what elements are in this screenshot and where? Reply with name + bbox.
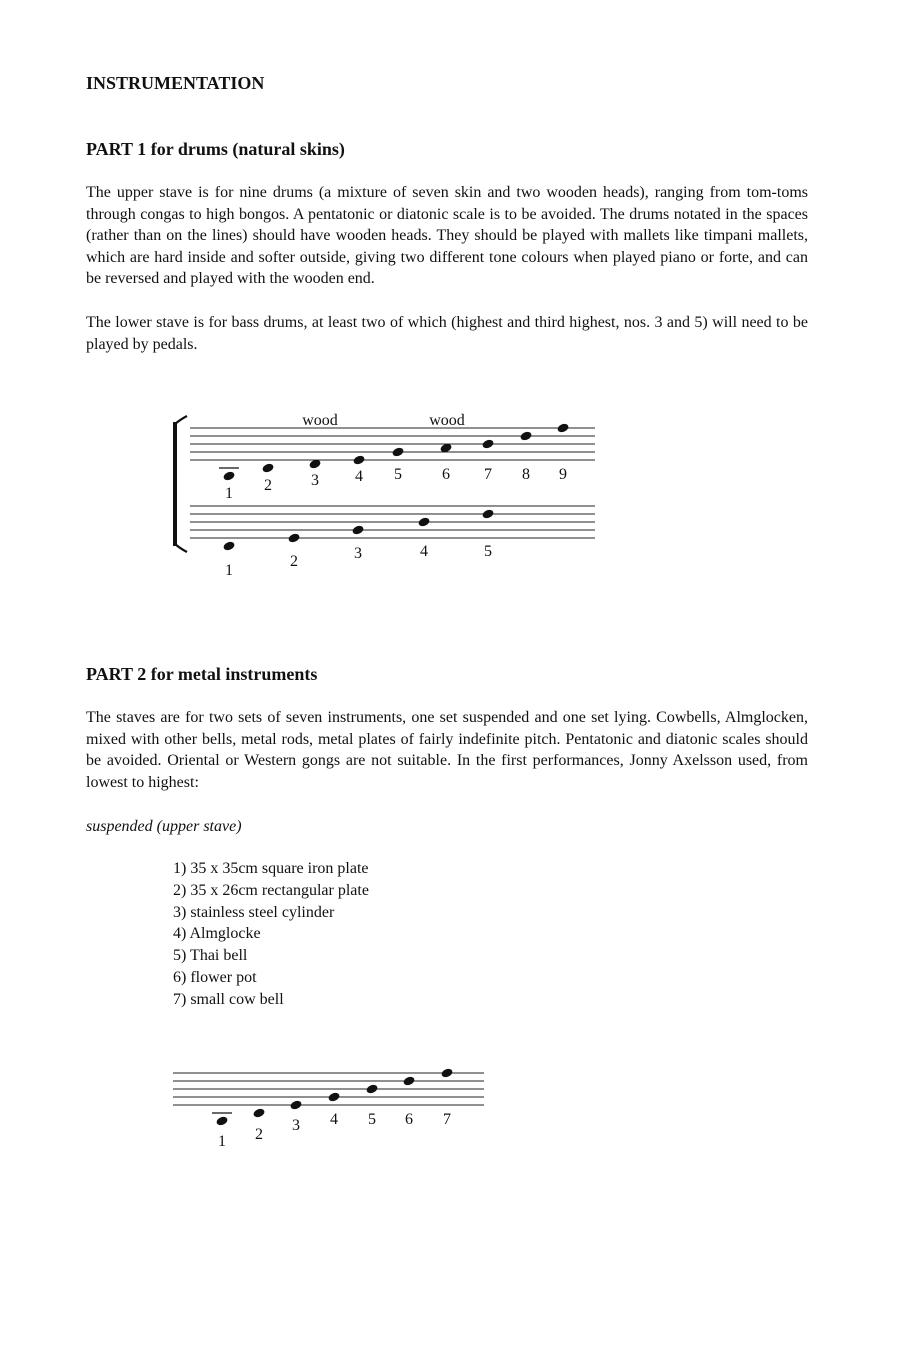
lower-stave-lines	[190, 506, 595, 538]
drum-number: 3	[311, 472, 319, 489]
notehead	[289, 1099, 302, 1110]
drum-number: 8	[522, 466, 530, 483]
notehead	[365, 1083, 378, 1094]
metal-number: 6	[405, 1111, 413, 1128]
bass-drum-number: 2	[290, 553, 298, 570]
notehead	[519, 430, 532, 441]
page-title: INSTRUMENTATION	[86, 73, 265, 93]
list-item: 5) Thai bell	[173, 947, 248, 965]
notehead	[402, 1075, 415, 1086]
notehead	[440, 1067, 453, 1078]
drum-number: 4	[355, 468, 363, 485]
list-item: 7) small cow bell	[173, 990, 284, 1008]
metal-stave-lines	[173, 1073, 484, 1105]
notehead	[391, 446, 404, 457]
system-bracket	[173, 416, 187, 552]
part1-paragraph-upper-stave: The upper stave is for nine drums (a mixture of seven skin and two wooden heads), ranging from tom-toms through congas to high bongos. A pentatonic or diatonic scale is to be avoided. The drums notated in the spaces (rather than on the lines) should have wooden heads. They should be played with mallets like timpani mallets, which are hard inside and softer outside, giving two different tone colours when played piano or forte, and can be reversed and played with the wooden end.	[86, 184, 808, 287]
metal-number: 3	[292, 1117, 300, 1134]
notehead	[215, 1115, 228, 1126]
notehead	[287, 532, 300, 543]
drum-number: 1	[225, 485, 233, 502]
metal-stave-numbers	[218, 1111, 451, 1150]
drum-number: 6	[442, 466, 450, 483]
metal-number: 4	[330, 1111, 338, 1128]
list-item: 1) 35 x 35cm square iron plate	[173, 860, 369, 877]
drum-number: 9	[559, 466, 567, 483]
part1-heading: PART 1 for drums (natural skins)	[86, 139, 345, 159]
notehead	[352, 454, 365, 465]
part2-paragraph: The staves are for two sets of seven instruments, one set suspended and one set lying. Cowbells, Almglocken, mixed with other bells, metal rods, metal plates of fairly indefinite pitch. Pentatonic and diatonic scales should be avoided. Oriental or Western gongs are not suitable. In the first performances, Jonny Axelsson used, from lowest to highest:	[86, 709, 808, 791]
list-item: 6) flower pot	[173, 968, 257, 986]
list-item: 4) Almglocke	[173, 925, 261, 943]
part1-paragraph-lower-stave: The lower stave is for bass drums, at least two of which (highest and third highest, nos. 3 and 5) will need to be played by pedals.	[86, 314, 808, 353]
lower-stave-numbers	[225, 543, 492, 579]
notehead	[417, 516, 430, 527]
part2-heading: PART 2 for metal instruments	[86, 664, 318, 684]
part2-metal-notation	[0, 1060, 900, 1160]
upper-stave-lines	[190, 428, 595, 460]
bass-drum-number: 1	[225, 562, 233, 579]
wood-label: wood	[429, 412, 465, 429]
instrument-list	[173, 858, 369, 1011]
notehead	[481, 438, 494, 449]
notehead	[261, 462, 274, 473]
metal-number: 2	[255, 1126, 263, 1143]
bass-drum-number: 3	[354, 545, 362, 562]
bass-drum-number: 4	[420, 543, 428, 560]
wood-label: wood	[302, 412, 338, 429]
notehead	[481, 508, 494, 519]
notehead	[252, 1107, 265, 1118]
bass-drum-number: 5	[484, 543, 492, 560]
part1-drum-notation	[0, 400, 900, 590]
list-item: 3) stainless steel cylinder	[173, 903, 335, 921]
notehead	[556, 422, 569, 433]
metal-number: 5	[368, 1111, 376, 1128]
notehead	[327, 1091, 340, 1102]
drum-number: 7	[484, 466, 492, 483]
upper-stave-numbers	[225, 466, 567, 502]
notehead	[222, 540, 235, 551]
drum-number: 5	[394, 466, 402, 483]
list-item: 2) 35 x 26cm rectangular plate	[173, 881, 369, 899]
notehead	[222, 470, 235, 481]
notehead	[351, 524, 364, 535]
metal-number: 7	[443, 1111, 451, 1128]
suspended-caption: suspended (upper stave)	[86, 818, 242, 835]
metal-number: 1	[218, 1133, 226, 1150]
drum-number: 2	[264, 477, 272, 494]
